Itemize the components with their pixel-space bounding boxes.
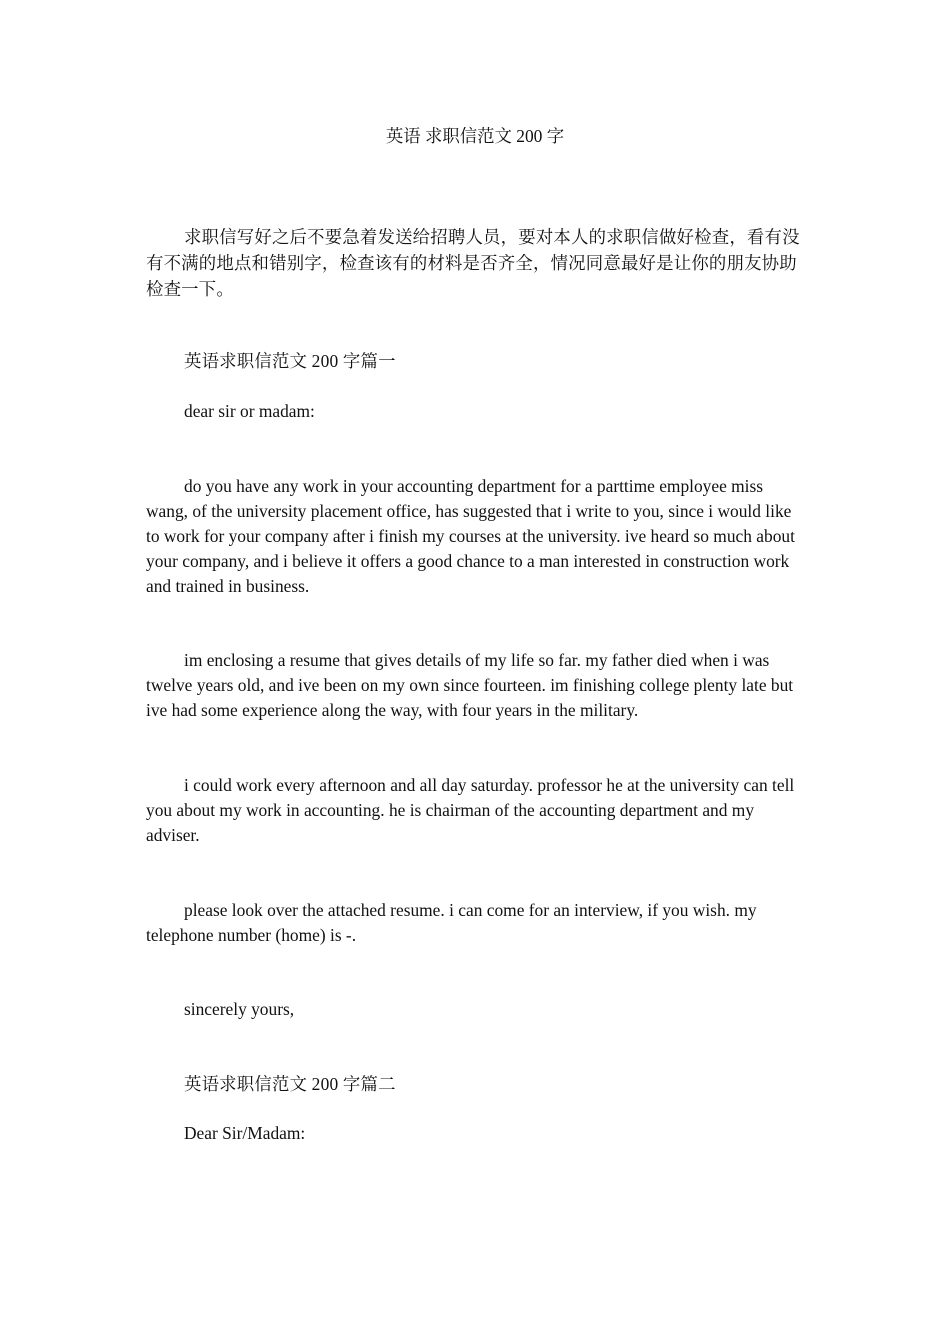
closing-line: sincerely yours, xyxy=(184,999,295,1019)
paragraph-two: im enclosing a resume that gives details of my life so far. my father died when i was twelve years old, and ive been on my own since fourteen. im finishing college plenty late but ive had some experience along the way, with four years in the military. xyxy=(146,650,794,720)
paragraph-three: i could work every afternoon and all day saturday. professor he at the university can tell you about my work in accounting. he is chairman of the accounting department and my adviser. xyxy=(146,775,795,845)
salutation-two: Dear Sir/Madam: xyxy=(184,1123,306,1143)
document-title: 英语 求职信范文 200 字 xyxy=(385,126,565,146)
paragraph-one: do you have any work in your accounting department for a parttime employee miss wang, of the university placement office, has suggested that i write to you, since i would like to work for your company after i finish my courses at the university. ive heard so much about your company, and i believe it offers a good chance to a man interested in construction work and trained in business. xyxy=(146,476,795,596)
section-one-heading: 英语求职信范文 200 字篇一 xyxy=(184,351,396,371)
paragraph-four: please look over the attached resume. i can come for an interview, if you wish. my telephone number (home) is -. xyxy=(146,900,757,945)
section-two-heading: 英语求职信范文 200 字篇二 xyxy=(184,1074,396,1094)
salutation-one: dear sir or madam: xyxy=(184,401,315,421)
intro-paragraph: 求职信写好之后不要急着发送给招聘人员，要对本人的求职信做好检查，看有没有不满的地点和错别字，检查该有的材料是否齐全，情况同意最好是让你的朋友协助检查一下。 xyxy=(146,227,800,299)
